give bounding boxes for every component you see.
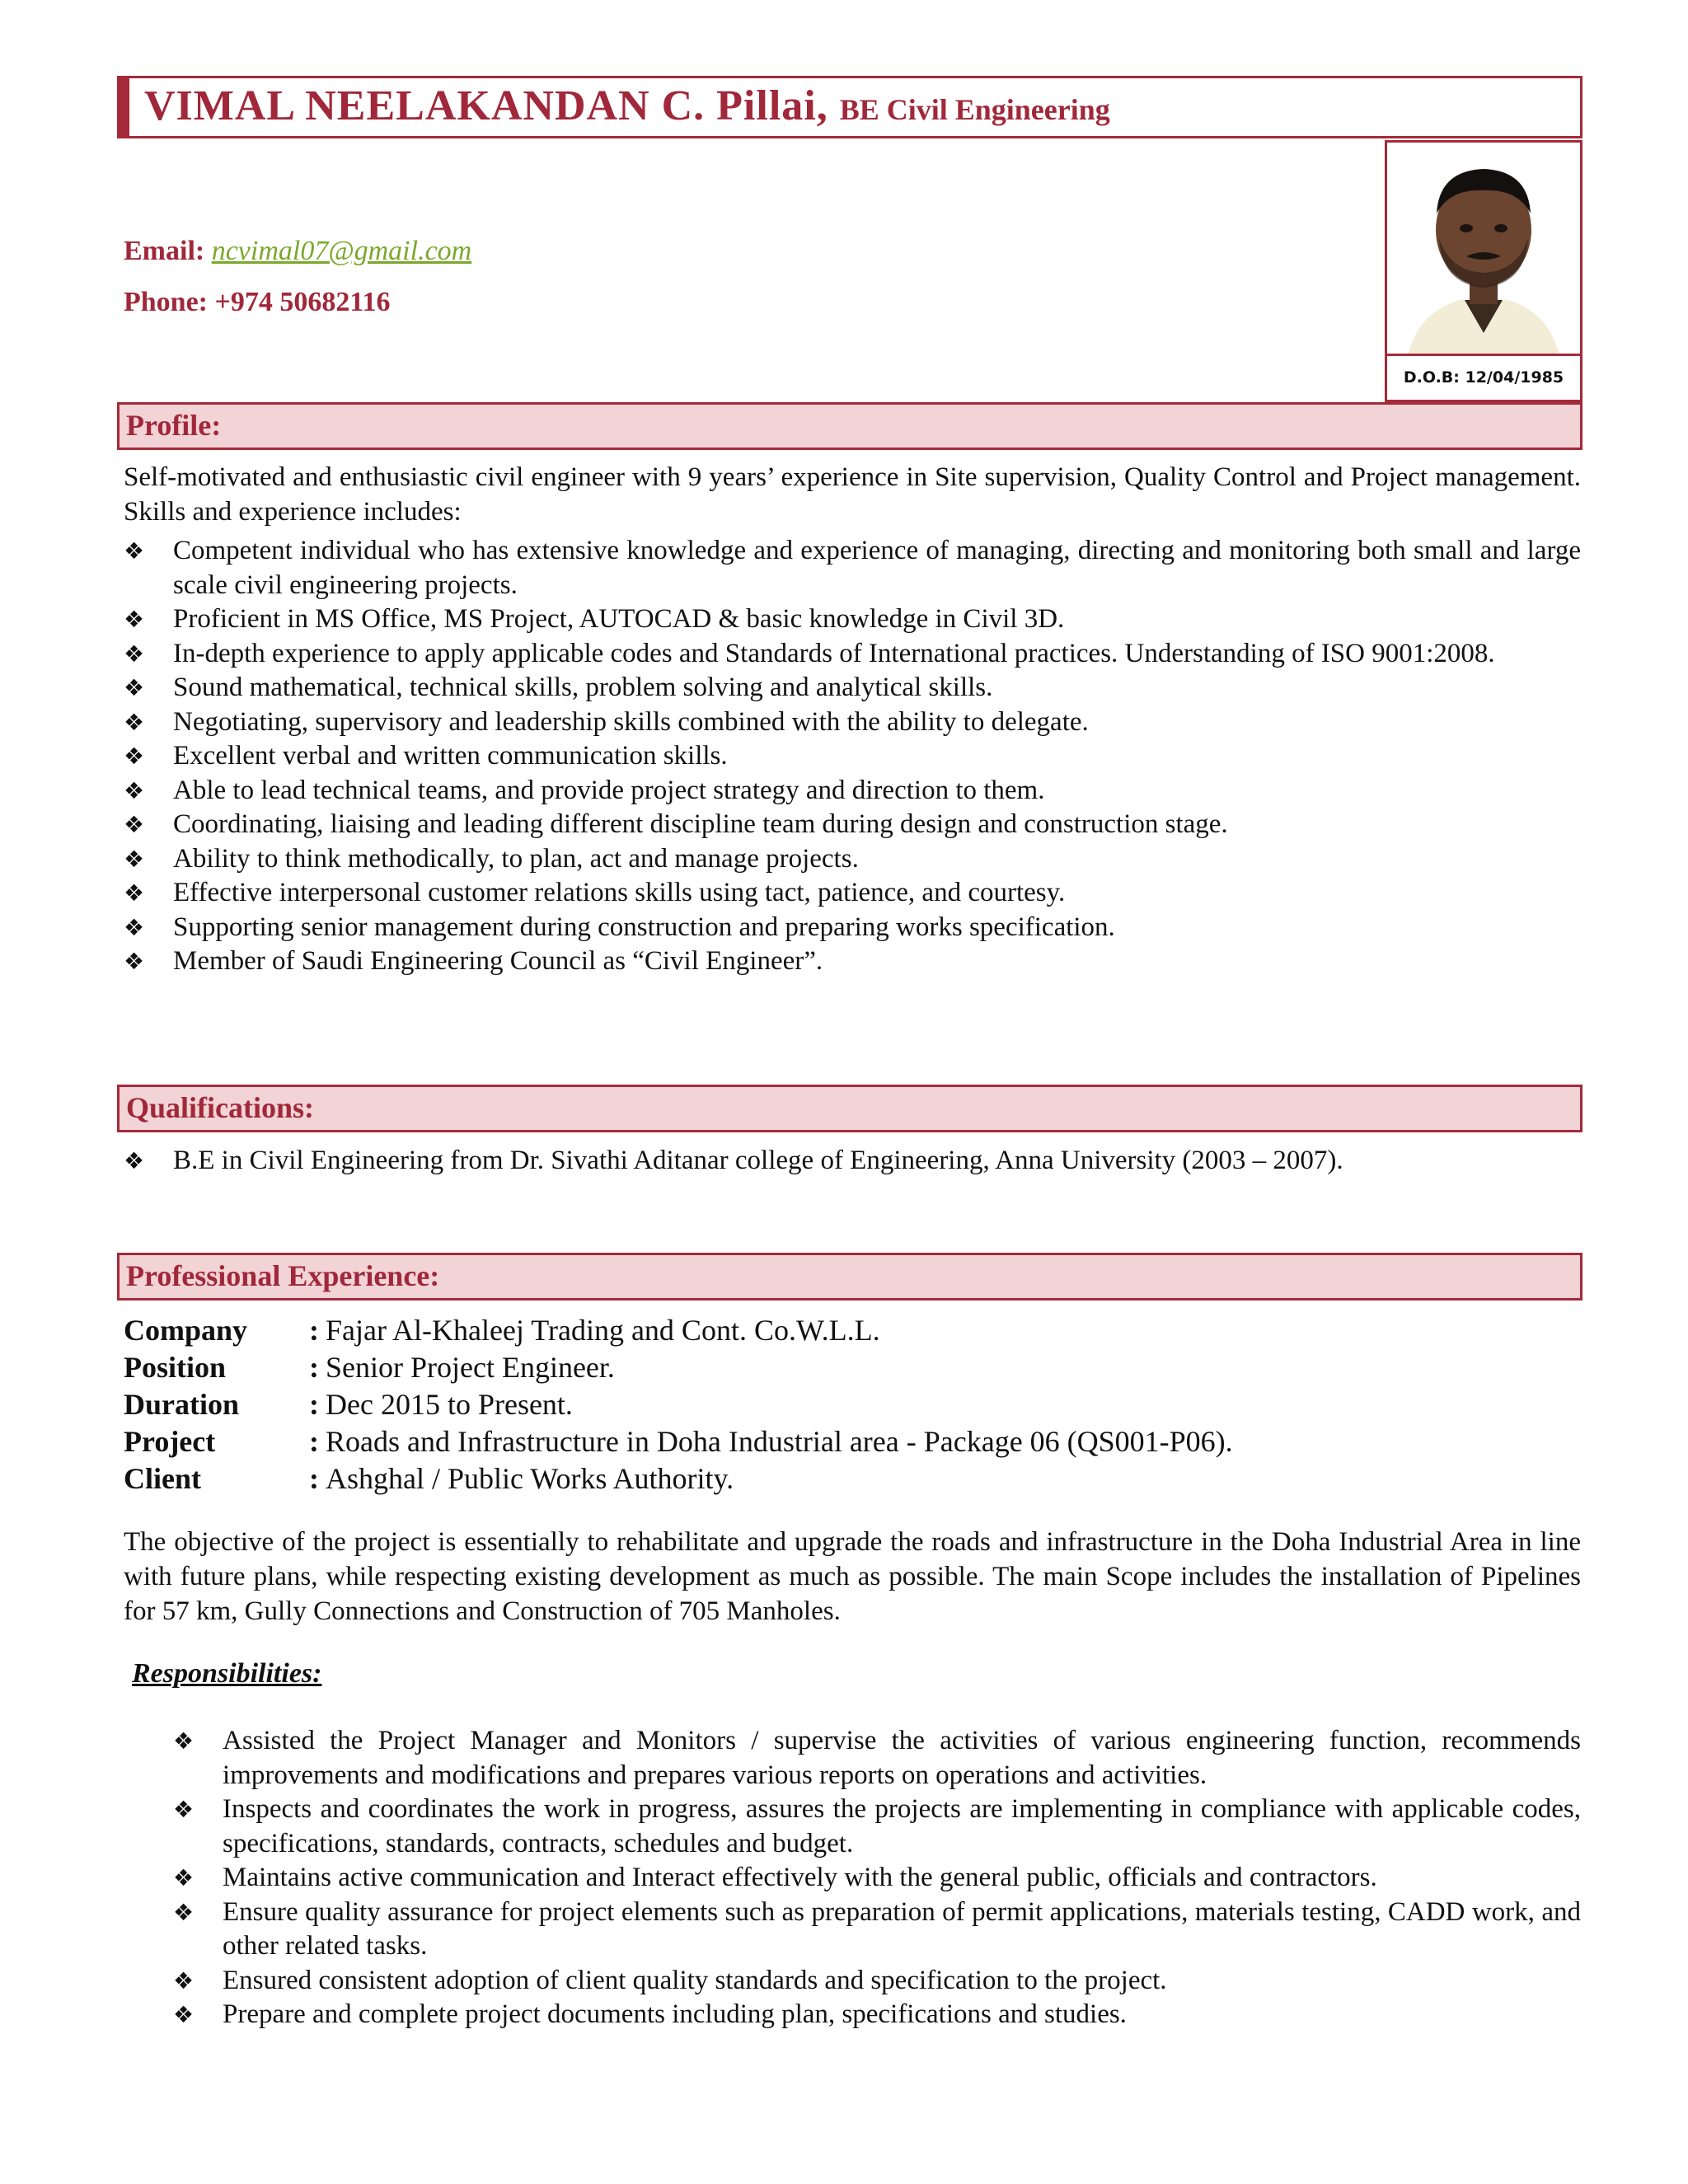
experience-colon: : (309, 1314, 319, 1347)
bullet-diamond-icon: ❖ (124, 743, 145, 770)
qualification-item (124, 1144, 1581, 1179)
bullet-diamond-icon: ❖ (124, 674, 145, 701)
bullet-diamond-icon: ❖ (124, 537, 145, 565)
profile-skill-list (124, 534, 1581, 979)
profile-skill-item (124, 534, 1581, 602)
experience-value: Roads and Infrastructure in Doha Industrial area - Package 06 (QS001-P06). (326, 1425, 1233, 1458)
experience-row (124, 1386, 1233, 1423)
qualifications-heading-text: Qualifications: (126, 1091, 315, 1124)
dob-label: D.O.B: 12/04/1985 (1387, 354, 1580, 400)
profile-skill-item-text: Supporting senior management during construction and preparing works specification. (173, 912, 1115, 942)
profile-skill-item-text: In-depth experience to apply applicable codes and Standards of International practices. Understanding of ISO 9001:2008. (173, 638, 1495, 668)
page-title (144, 82, 1110, 130)
experience-value: Dec 2015 to Present. (326, 1388, 573, 1421)
profile-skill-item-text: Excellent verbal and written communication skills. (173, 741, 728, 771)
profile-photo-frame (1385, 140, 1582, 402)
bullet-diamond-icon: ❖ (124, 913, 145, 941)
experience-row (124, 1312, 1233, 1349)
profile-skill-item-text: Member of Saudi Engineering Council as “Civil Engineer”. (173, 946, 823, 976)
experience-key: Duration (124, 1388, 240, 1421)
header-accent-bar (120, 78, 129, 136)
responsibility-item-text: Inspects and coordinates the work in progress, assures the projects are implementing in compliance with applicable codes, specifications, standards, contracts, schedules and budget. (223, 1794, 1581, 1858)
bullet-diamond-icon: ❖ (124, 776, 145, 804)
profile-skill-item-text: Ability to think methodically, to plan, act and manage projects. (173, 843, 859, 874)
experience-row (124, 1349, 1233, 1386)
project-description: The objective of the project is essentially to rehabilitate and upgrade the roads and infrastructure in the Doha Industrial Area in line with future plans, while respecting existing development as much as possible. The main Scope includes the installation of Pipelines for 57 km, Gully Connections and Construction of 705 Manholes. (124, 1527, 1581, 1626)
responsibilities-list (173, 1724, 1581, 2032)
phone-label: Phone: (124, 287, 208, 317)
profile-heading-text: Profile: (126, 409, 222, 442)
bullet-diamond-icon: ❖ (173, 2001, 195, 2028)
profile-skill-item (124, 944, 1581, 979)
responsibility-item (173, 1964, 1581, 1999)
profile-skill-item-text: Proficient in MS Office, MS Project, AUTOCAD & basic knowledge in Civil 3D. (173, 604, 1065, 634)
qualifications-list (124, 1144, 1581, 1179)
email-line (124, 236, 471, 267)
profile-intro: Self-motivated and enthusiastic civil engineer with 9 years’ experience in Site supervision, Quality Control and Project management. Skills and experience includes: (124, 462, 1581, 527)
profile-skill-item (124, 602, 1581, 637)
responsibility-item-text: Assisted the Project Manager and Monitors / supervise the activities of various engineering function, recommends improvements and modifications and prepares various reports on operations and activities. (223, 1726, 1581, 1790)
profile-skill-item-text: Coordinating, liaising and leading different discipline team during design and construction stage. (173, 809, 1228, 839)
candidate-degree: BE Civil Engineering (839, 93, 1110, 126)
profile-skill-item (124, 671, 1581, 705)
experience-colon: : (309, 1462, 319, 1495)
profile-skill-item-text: Sound mathematical, technical skills, problem solving and analytical skills. (173, 673, 993, 702)
bullet-diamond-icon: ❖ (173, 1864, 195, 1891)
experience-key: Client (124, 1462, 201, 1495)
email-link[interactable]: ncvimal07@gmail.com (211, 236, 472, 266)
bullet-diamond-icon: ❖ (173, 1898, 195, 1926)
profile-skill-item (124, 739, 1581, 774)
bullet-diamond-icon: ❖ (124, 879, 145, 907)
bullet-diamond-icon: ❖ (124, 811, 145, 838)
experience-value: Ashghal / Public Works Authority. (326, 1462, 734, 1495)
profile-skill-item-text: Effective interpersonal customer relations skills using tact, patience, and courtesy. (173, 878, 1066, 907)
candidate-name: VIMAL NEELAKANDAN C. Pillai, (144, 82, 828, 129)
experience-heading (117, 1253, 1582, 1301)
responsibility-item-text: Ensure quality assurance for project elements such as preparation of permit applications, materials testing, CADD work, and other related tasks. (223, 1896, 1581, 1961)
experience-heading-text: Professional Experience: (126, 1259, 440, 1292)
profile-skill-item (124, 911, 1581, 945)
bullet-diamond-icon: ❖ (124, 845, 145, 873)
phone-value: +974 50682116 (214, 287, 391, 317)
email-label: Email: (124, 236, 205, 266)
name-header (117, 76, 1582, 138)
bullet-diamond-icon: ❖ (173, 1966, 195, 1994)
experience-details (124, 1312, 1233, 1497)
experience-colon: : (309, 1351, 319, 1384)
experience-row (124, 1460, 1233, 1497)
responsibility-item-text: Ensured consistent adoption of client quality standards and specification to the project. (223, 1965, 1167, 1995)
experience-key: Company (124, 1314, 248, 1347)
profile-skill-item-text: Negotiating, supervisory and leadership skills combined with the ability to delegate. (173, 706, 1089, 737)
responsibility-item (173, 1861, 1581, 1896)
responsibility-item (173, 1793, 1581, 1861)
profile-skill-item (124, 637, 1581, 672)
responsibility-item (173, 1724, 1581, 1793)
bullet-diamond-icon: ❖ (124, 948, 145, 975)
bullet-diamond-icon: ❖ (124, 708, 145, 736)
experience-value: Senior Project Engineer. (326, 1351, 615, 1384)
responsibilities-heading: Responsibilities: (132, 1658, 322, 1689)
experience-key: Position (124, 1351, 227, 1384)
bullet-diamond-icon: ❖ (124, 1147, 145, 1174)
experience-colon: : (309, 1388, 319, 1421)
qualifications-heading (117, 1085, 1582, 1132)
profile-skill-item-text: Able to lead technical teams, and provide project strategy and direction to them. (173, 775, 1045, 805)
experience-row (124, 1423, 1233, 1460)
bullet-diamond-icon: ❖ (124, 606, 145, 633)
responsibility-item-text: Prepare and complete project documents including plan, specifications and studies. (223, 1999, 1127, 2029)
responsibility-item (173, 1896, 1581, 1964)
phone-line (124, 287, 391, 318)
profile-skill-item (124, 808, 1581, 842)
bullet-diamond-icon: ❖ (124, 640, 145, 668)
profile-skill-item (124, 842, 1581, 877)
responsibility-item (173, 1998, 1581, 2032)
bullet-diamond-icon: ❖ (173, 1727, 195, 1755)
profile-heading (117, 402, 1582, 450)
experience-value: Fajar Al-Khaleej Trading and Cont. Co.W.L.L. (326, 1314, 880, 1347)
profile-skill-item (124, 774, 1581, 808)
experience-key: Project (124, 1425, 216, 1458)
bullet-diamond-icon: ❖ (173, 1796, 195, 1823)
experience-colon: : (309, 1425, 319, 1458)
qualification-item-text: B.E in Civil Engineering from Dr. Sivathi Aditanar college of Engineering, Anna University (2003 – 2007). (173, 1146, 1343, 1175)
profile-skill-item (124, 876, 1581, 911)
profile-skill-item (124, 705, 1581, 740)
profile-skill-item-text: Competent individual who has extensive knowledge and experience of managing, directing and monitoring both small and large scale civil engineering projects. (173, 536, 1581, 600)
profile-photo (1394, 148, 1573, 354)
responsibility-item-text: Maintains active communication and Interact effectively with the general public, officials and contractors. (223, 1863, 1377, 1892)
